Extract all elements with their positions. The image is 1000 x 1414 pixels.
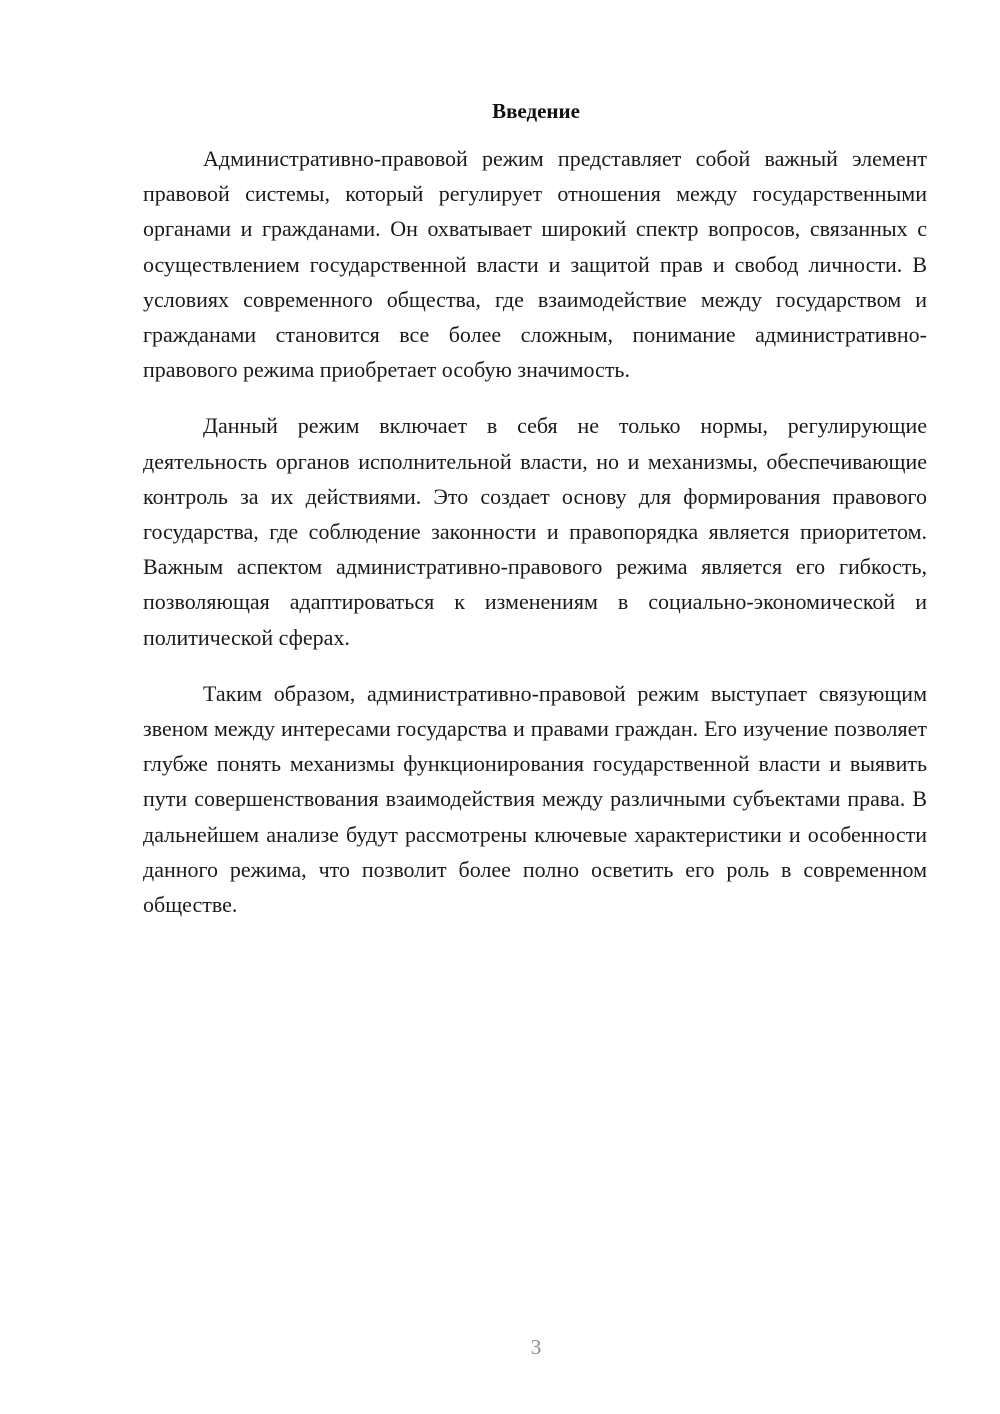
paragraph-1: Административно-правовой режим представляет собой важный элемент правовой системы, который регулирует отношения между государственными органами и гражданами. Он охватывает широкий спектр вопросов, связанных с осуществлением государственной власти и защитой прав и свобод личности. В условиях современного общества, где взаимодействие между государством и гражданами становится все более сложным, понимание административно-правового режима приобретает особую значимость. — [143, 146, 927, 383]
paragraph-3: Таким образом, административно-правовой режим выступает связующим звеном между интересами государства и правами граждан. Его изучение позволяет глубже понять механизмы функционирования государственной власти и выявить пути совершенствования взаимодействия между различными субъектами права. В дальнейшем анализе будут рассмотрены ключевые характеристики и особенности данного режима, что позволит более полно осветить его роль в современном обществе. — [143, 680, 927, 918]
body-text — [143, 141, 927, 922]
paragraph-2: Данный режим включает в себя не только нормы, регулирующие деятельность органов исполнительной власти, но и механизмы, обеспечивающие контроль за их действиями. Это создает основу для формирования правового государства, где соблюдение законности и правопорядка является приоритетом. Важным аспектом административно-правового режима является его гибкость, позволяющая адаптироваться к изменениям в социально-экономической и политической сферах. — [143, 413, 927, 650]
section-title: Введение — [492, 99, 580, 123]
page-number: 3 — [530, 1335, 542, 1359]
